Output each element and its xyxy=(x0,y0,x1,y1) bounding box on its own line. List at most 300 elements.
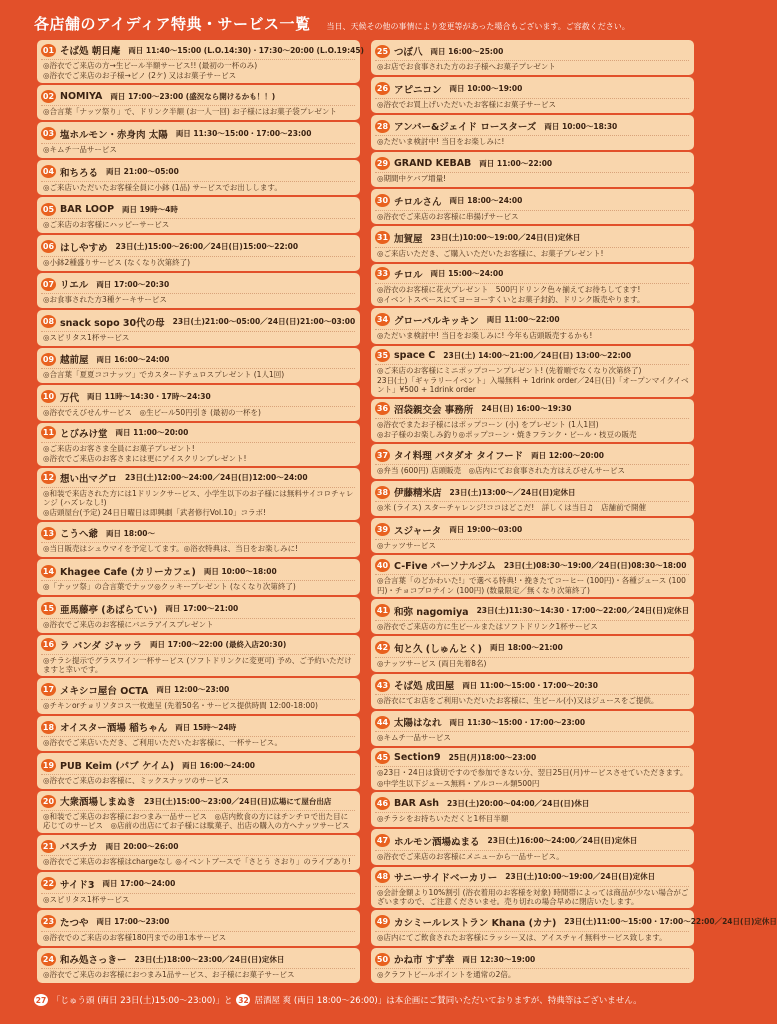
footer-text: 「じゅう頭 (両日 23日(土)15:00～23:00)」と xyxy=(52,996,233,1006)
shop-hours: 両日 19時～4時 xyxy=(122,204,178,214)
shop-service-text: ◎イベントスペースにてヨーヨーすくいとお菓子封釣、ドリンク販売やります。 xyxy=(377,295,645,305)
shop-hours: 両日 17:00～23:00 (盛況なら開けるかも！！) xyxy=(110,91,276,101)
shop-header xyxy=(375,523,689,537)
shop-hours: 両日 11:00～15:00・17:00～20:30 xyxy=(462,680,598,690)
shop-name: C-Five パーソナルジム xyxy=(394,561,496,573)
shop-service-text: ◎お店でお食事された方のお子様へお菓子プレゼント xyxy=(375,60,689,71)
shop-name: バスチカ xyxy=(60,842,98,854)
shop-service-text: ◎「ナッツ祭」の合言葉でナッツ◎クッキープレゼント (なくなり次第終了) xyxy=(41,580,355,591)
shop-name: Khagee Cafe (カリーカフェ) xyxy=(60,567,196,578)
shop-number-badge: 33 xyxy=(376,269,389,279)
shop-card xyxy=(37,348,360,384)
shop-hours: 両日 11:00～22:00 xyxy=(486,315,560,325)
shop-header xyxy=(375,313,689,327)
shop-hours: 23日(土)15:00～26:00／24日(日)15:00～22:00 xyxy=(115,242,299,252)
shop-number-badge: 25 xyxy=(376,46,389,56)
shop-service-text: ◎浴衣でご来店のお客様にバニラアイスプレゼント xyxy=(41,618,355,629)
shop-number-badge: 26 xyxy=(376,84,389,94)
shop-number-badge: 39 xyxy=(376,525,389,535)
shop-name: アピニコン xyxy=(394,84,442,96)
shop-hours: 23日(土)11:30～14:30・17:00～22:00／24日(日)定休日 xyxy=(476,606,690,616)
shop-header xyxy=(375,448,689,462)
shop-header xyxy=(375,349,689,362)
footer-note xyxy=(34,994,714,1006)
shop-header xyxy=(41,203,355,216)
shop-service-text: ◎浴衣でご来店のお子様→ビノ (2ケ) 又はお菓子サービス xyxy=(43,71,237,81)
shop-number-badge: 34 xyxy=(376,315,389,325)
shop-service-text: ◎浴衣のお客様に花火プレゼント 500円ドリンク色々揃えてお待ちしてます! xyxy=(375,283,689,294)
shop-service-text: ◎弁当 (600円) 店頭販売 ◎店内にてお食事された方はえびせんサービス xyxy=(375,464,689,475)
shop-header xyxy=(375,157,689,170)
shop-number-badge: 04 xyxy=(42,167,55,176)
shop-service-text: ◎会計金額より10%割引 (浴衣着用のお客様を対象) 時間帯によっては商品が少ない場合がございますので、ご注意くださいませ。売り切れの場合早めに閉店いたします。 xyxy=(377,887,689,906)
shop-name: スジャータ xyxy=(394,525,442,537)
shop-number-badge: 23 xyxy=(42,917,55,927)
shop-name: Section9 xyxy=(394,752,441,764)
shop-header xyxy=(41,638,355,652)
shop-card xyxy=(371,77,694,112)
shop-service-text: ◎浴衣でご来店のお客様にメニューから一品サービス。 xyxy=(375,850,689,861)
page-title: 各店舗のアイディア特典・サービス一覧 xyxy=(34,15,311,33)
shop-service-text: ◎お食事された方3種ケーキサービス xyxy=(41,293,355,304)
shop-service-text: ◎和装でご来店のお客様におつまみ一品サービス ◎店内飲食の方にはチンチロで出た目に応じてのサービス ◎店前の出店にてお子様には駄菓子、出店の購入の方へナッツサービス xyxy=(41,810,355,831)
shop-hours: 23日(土)08:30～19:00／24日(日)08:30～18:00 xyxy=(503,560,687,570)
shop-service-text: ◎チキンorチョリソタコス一枚進呈 (先着50名・サービス提供時間 12:00-18:00) xyxy=(41,699,355,710)
shop-card xyxy=(371,481,694,516)
shop-hours: 23日(土)15:00～23:00／24日(日)広場にて屋台出店 xyxy=(144,796,332,806)
shop-number-badge: 21 xyxy=(42,841,55,851)
shop-header xyxy=(375,44,689,58)
shop-name: カシミールレストラン Khana (カナ) xyxy=(394,917,557,929)
shop-number-badge: 01 xyxy=(42,45,55,55)
shop-service-text: ◎ただいま検討中! 当日をお楽しみに! 今年も店頭販売するかも! xyxy=(375,329,689,340)
shop-name: 太陽はなれ xyxy=(394,718,442,730)
shop-card xyxy=(371,444,694,479)
shop-card xyxy=(371,910,777,945)
shop-hours: 両日 12:00～23:00 xyxy=(156,685,230,695)
shop-service-text: ◎浴衣でご来店いただき、ご利用いただいたお客様に、一杯サービス。 xyxy=(41,736,355,747)
shop-hours: 25日(月)18:00～23:00 xyxy=(448,753,537,763)
shop-name: そば処 成田屋 xyxy=(394,681,455,693)
shop-number-badge: 38 xyxy=(376,487,389,497)
footer-text: 居酒屋 爽 (両日 18:00～26:00)」は本企画にご賛同いただいておりますが、特典等はございません。 xyxy=(254,996,642,1006)
shop-name: つぼ八 xyxy=(394,47,423,59)
shop-card xyxy=(371,346,694,397)
shop-number-badge: 36 xyxy=(376,404,389,414)
footer-shop-number: 27 xyxy=(35,995,47,1005)
shop-name: ホルモン酒場ぬまる xyxy=(394,836,480,848)
shop-hours: 両日 15時～24時 xyxy=(175,722,237,732)
shop-hours: 両日 17:00～23:00 xyxy=(96,917,170,927)
shop-name: 沼袋親交会 事務所 xyxy=(394,404,474,416)
shop-header xyxy=(375,402,689,416)
shop-number-badge: 43 xyxy=(376,680,389,690)
shop-name: 亜馬藤亭 (あばらてい) xyxy=(60,604,158,616)
shop-number-badge: 07 xyxy=(42,279,55,289)
shop-header xyxy=(41,426,355,440)
shop-number-badge: 29 xyxy=(376,158,389,168)
shop-card xyxy=(37,678,360,714)
shop-number-badge: 10 xyxy=(42,392,55,402)
shop-header xyxy=(41,758,355,772)
shop-service-text: ◎ご来店のお客様にハッピーサービス xyxy=(41,218,355,229)
shop-service-text: ◎浴衣でご来店の方に生ビールまたはソフトドリンク1杯サービス xyxy=(375,620,689,631)
shop-card xyxy=(371,711,694,746)
shop-service-text: ◎店頭屋台(予定) 24日日曜日は即興劇「武者修行Vol.10」コラボ! xyxy=(43,508,266,518)
shop-number-badge: 16 xyxy=(42,640,55,650)
shop-service-text: ◎キムチ一品サービス xyxy=(41,143,355,154)
shop-number-badge: 03 xyxy=(42,129,55,139)
shop-card xyxy=(37,385,360,421)
shop-name: オイスター酒場 稲ちゃん xyxy=(60,723,168,735)
shop-header xyxy=(375,604,689,618)
shop-name: 越前屋 xyxy=(60,355,89,367)
shop-service-text: ◎和装で来店された方には1ドリンクサービス、小学生以下のお子様には無料サイコロチャレンジ (ハズレなし!) xyxy=(43,488,354,508)
shop-number-badge: 44 xyxy=(376,717,389,727)
shop-card xyxy=(37,635,360,677)
shop-service-text: ◎合言葉「ナッツ祭り」で、ドリンク半額 (お一人一回) お子様にはお菓子袋プレゼント xyxy=(41,105,355,116)
shop-number-badge: 30 xyxy=(376,196,389,206)
shop-service-text: ◎チラシをお持ちいただくと1杯目半額 xyxy=(375,812,689,823)
shop-name: サイド3 xyxy=(60,879,95,891)
shop-hours: 両日 11:00～20:00 xyxy=(115,428,189,438)
shop-name: snack sopo 30代の母 xyxy=(60,317,165,329)
shop-header xyxy=(375,952,689,966)
shop-number-badge: 47 xyxy=(376,836,389,846)
shop-hours: 両日 17:00～20:30 xyxy=(96,279,170,289)
shop-service-text: ◎当日販売はシュウマイを予定してます。◎浴衣特典は、当日をお楽しみに! xyxy=(41,542,355,553)
shop-service-text: ◎ご来店のお客様にミニポップコーンプレゼント! (先着順でなくなり次第終了) xyxy=(375,364,689,375)
shop-number-badge: 45 xyxy=(376,753,389,763)
shop-number-badge: 13 xyxy=(42,528,55,538)
shop-card xyxy=(371,264,694,307)
shop-name: 加賀屋 xyxy=(394,233,423,245)
shop-service-text: ◎小鉢2種盛りサービス (なくなり次第終了) xyxy=(41,256,355,267)
shop-service-text: ◎クラフトビールポイントを通常の2倍。 xyxy=(375,968,689,979)
shop-service-text: ◎浴衣でまたお子様にはポップコーン (小) をプレゼント (1人1回) xyxy=(375,418,689,429)
shop-hours: 両日 10:00～18:30 xyxy=(544,121,618,131)
shop-header xyxy=(375,267,689,281)
shop-card xyxy=(37,522,360,558)
shop-header xyxy=(375,870,689,884)
shop-name: はしやすめ xyxy=(60,242,108,254)
shop-header xyxy=(41,952,355,966)
shop-name: チロル xyxy=(394,269,423,281)
shop-card xyxy=(371,748,694,790)
shop-number-badge: 06 xyxy=(42,242,55,252)
shop-hours: 両日 17:00～22:00 (最終入店20:30) xyxy=(150,640,287,650)
shop-header xyxy=(41,127,355,141)
shop-header xyxy=(41,277,355,291)
shop-card xyxy=(371,399,694,442)
shop-header xyxy=(375,678,689,692)
shop-number-badge: 15 xyxy=(42,604,55,614)
shop-name: チロルさん xyxy=(394,196,442,208)
shop-name: サニーサイドベーカリー xyxy=(394,872,498,884)
shop-hours: 両日 16:00～24:00 xyxy=(182,760,256,770)
shop-service-text: ◎スピリタス1杯サービス xyxy=(41,893,355,904)
shop-number-badge: 40 xyxy=(376,560,389,570)
shop-card xyxy=(37,872,360,908)
shop-card xyxy=(371,40,694,75)
shop-card xyxy=(371,518,694,553)
shop-number-badge: 20 xyxy=(42,796,55,806)
disclaimer-note: 当日、天候その他の事情により変更等があった場合もございます。ご容赦ください。 xyxy=(326,22,630,31)
header xyxy=(34,13,714,39)
shop-card xyxy=(37,122,360,158)
shop-number-badge: 46 xyxy=(376,799,389,809)
shop-name: 万代 xyxy=(60,392,80,404)
shop-card xyxy=(37,235,360,271)
shop-hours: 23日(土) 14:00～21:00／24日(日) 13:00～22:00 xyxy=(443,350,632,360)
shop-hours: 23日(土)21:00～05:00／24日(日)21:00～03:00 xyxy=(172,317,356,327)
shop-number-badge: 17 xyxy=(42,685,55,695)
shop-card xyxy=(37,835,360,871)
shop-hours: 両日 16:00～25:00 xyxy=(430,46,504,56)
shop-service-text: 23日(土)「ギャラリーイベント」入場無料 + 1drink order／24日(日)「オープンマイクイベント」¥500 + 1drink order xyxy=(377,376,689,395)
shop-hours: 両日 11時～14:30・17時～24:30 xyxy=(87,392,211,402)
shop-hours: 両日 18:00～24:00 xyxy=(449,196,523,206)
shop-number-badge: 49 xyxy=(376,917,389,927)
shop-card xyxy=(371,599,694,634)
shop-name: メキシコ屋台 OCTA xyxy=(60,685,149,697)
shop-header xyxy=(375,485,689,499)
shop-header xyxy=(375,915,777,929)
shop-number-badge: 02 xyxy=(42,91,55,101)
shop-service-text: ◎ナッツサービス xyxy=(375,539,689,550)
shop-name: GRAND KEBAB xyxy=(394,157,472,169)
shop-card xyxy=(371,636,694,671)
right-column xyxy=(371,40,777,983)
shop-name: とびみけ堂 xyxy=(60,428,108,440)
shop-hours: 両日 12:30～19:00 xyxy=(462,954,536,964)
shop-header xyxy=(41,683,355,697)
shop-hours: 23日(土)18:00～23:00／24日(日)定休日 xyxy=(134,954,285,964)
shop-card xyxy=(37,160,360,196)
shop-service-text: ◎ナッツサービス (両日先着8名) xyxy=(375,657,689,668)
shop-header xyxy=(375,119,689,133)
shop-hours: 23日(土)10:00～19:00／24日(日)定休日 xyxy=(505,872,656,882)
shop-card xyxy=(371,555,694,597)
shop-header xyxy=(375,751,689,764)
shop-hours: 両日 20:00～26:00 xyxy=(105,841,179,851)
shop-hours: 両日 21:00～05:00 xyxy=(106,167,179,176)
shop-number-badge: 08 xyxy=(42,317,55,327)
shop-card xyxy=(37,791,360,833)
shop-service-text: ◎お子様のお楽しみ釣り◎ポップコーン・焼きフランク・ビール・枝豆の販売 xyxy=(377,430,637,440)
shop-name: タイ料理 パタダオ タイフード xyxy=(394,451,524,463)
shop-number-badge: 09 xyxy=(42,354,55,364)
shop-header xyxy=(375,715,689,729)
shop-name: BAR Ash xyxy=(394,798,439,810)
shop-hours: 両日 18:00～ xyxy=(106,528,155,538)
shop-hours: 24日(日) 16:00～19:30 xyxy=(481,404,572,414)
shop-card xyxy=(37,753,360,789)
shop-card xyxy=(371,189,694,224)
shop-service-text: ◎浴衣でご来店のお客様はchargeなし ◎イベントブースで「さとう さおり」のライブあり! xyxy=(41,855,355,866)
shop-number-badge: 24 xyxy=(42,954,55,964)
shop-hours: 両日 11:40～15:00 (L.O.14:30)・17:30～20:00 (L.O.19:45) xyxy=(128,45,364,55)
shop-name: 旬と久 (しゅんとく) xyxy=(394,643,482,655)
shop-header xyxy=(41,720,355,734)
left-column xyxy=(37,40,364,983)
shop-number-badge: 35 xyxy=(376,350,389,360)
shop-number-badge: 48 xyxy=(376,872,389,882)
shop-card xyxy=(37,559,360,595)
shop-hours: 両日 11:00～22:00 xyxy=(479,158,553,168)
shop-card xyxy=(371,948,694,983)
shop-hours: 23日(土)13:00～／24日(日)定休日 xyxy=(449,487,576,497)
shop-number-badge: 19 xyxy=(42,760,55,770)
shop-hours: 両日 19:00～03:00 xyxy=(449,525,523,535)
shop-card xyxy=(37,197,360,233)
shop-service-text: ◎店内にてご飲食されたお客様にラッシー又は、アイスチャイ無料サービス致します。 xyxy=(375,931,689,942)
shop-name: 伊藤精米店 xyxy=(394,488,442,500)
shop-service-text: ◎ご来店いただいたお客様全員に小鉢 (1品) サービスでお出しします。 xyxy=(41,181,355,192)
shop-card xyxy=(371,792,694,827)
shop-card xyxy=(37,910,360,946)
shop-card xyxy=(371,152,694,187)
shop-header xyxy=(375,797,689,810)
shop-service-text: ◎期間中ケバブ増量! xyxy=(375,172,689,183)
shop-number-badge: 22 xyxy=(42,879,55,889)
shop-card xyxy=(37,423,360,466)
shop-card xyxy=(371,226,694,261)
shop-hours: 両日 18:00～21:00 xyxy=(490,643,563,653)
shop-header xyxy=(41,471,355,485)
shop-card xyxy=(37,716,360,752)
shop-hours: 23日(土)10:00～19:00／24日(日)定休日 xyxy=(430,233,581,243)
shop-hours: 23日(土)20:00～04:00／24日(日)休日 xyxy=(447,799,590,809)
shop-header xyxy=(41,315,355,329)
shop-hours: 両日 10:00～18:00 xyxy=(203,566,277,576)
shop-service-text: ◎ご来店いただき、ご購入いただいたお客様に、お菓子プレゼント! xyxy=(375,247,689,258)
shop-name: 大衆酒場しまぬき xyxy=(60,797,137,809)
shop-name: リエル xyxy=(60,280,89,292)
shop-name: そば処 朝日庵 xyxy=(60,46,121,57)
shop-header xyxy=(41,352,355,366)
shop-name: こうへ爺 xyxy=(60,529,99,541)
shop-hours: 両日 10:00～19:00 xyxy=(449,84,523,94)
shop-card xyxy=(37,85,360,121)
shop-header xyxy=(41,877,355,891)
shop-card xyxy=(371,308,694,343)
shop-name: PUB Keim (パブ ケイム) xyxy=(60,761,175,773)
shop-header xyxy=(41,839,355,853)
shop-header xyxy=(41,165,355,179)
shop-service-text: ◎ご来店のお客さま全員にお菓子プレゼント! xyxy=(41,442,355,453)
shop-service-text: ◎合言葉「夏夏ココナッツ」でカスタードチュロスプレゼント (1人1回) xyxy=(41,368,355,379)
shop-service-text: ◎浴衣でのご来店のお客様180円までの串1本サービス xyxy=(41,931,355,942)
shop-name: BAR LOOP xyxy=(60,203,115,215)
shop-number-badge: 18 xyxy=(42,722,55,732)
shop-service-text: ◎中学生以下ジュース無料・アルコール類500円 xyxy=(377,778,540,788)
shop-name: 和み処さっきー xyxy=(60,955,127,967)
shop-header xyxy=(375,194,689,208)
shop-header xyxy=(41,43,364,57)
shop-number-badge: 12 xyxy=(42,473,55,483)
shop-service-text: ◎チラシ提示でグラスワイン一杯サービス (ソフトドリンクに変更可) 予め、ご予約いただけますと幸いです。 xyxy=(41,654,355,675)
shop-card xyxy=(371,829,694,864)
shop-name: かね市 すず幸 xyxy=(394,955,455,967)
shop-service-text: ◎キムチ一品サービス xyxy=(375,731,689,742)
shop-card xyxy=(37,468,360,520)
shop-number-badge: 11 xyxy=(42,428,55,438)
shop-header xyxy=(41,390,355,404)
shop-hours: 23日(土)12:00～24:00／24日(日)12:00～24:00 xyxy=(125,473,308,483)
shop-number-badge: 14 xyxy=(42,566,55,576)
shop-header xyxy=(41,90,355,103)
shop-name: space C xyxy=(394,349,436,361)
shop-number-badge: 28 xyxy=(376,121,389,131)
shop-header xyxy=(41,915,355,929)
shop-header xyxy=(41,602,355,616)
shop-card xyxy=(37,597,360,633)
shop-name: 和ちろる xyxy=(60,167,99,179)
shop-name: たつや xyxy=(60,917,89,929)
shop-header xyxy=(375,558,689,572)
shop-service-text: ◎浴衣でお買上げいただいたお客様にお菓子サービス xyxy=(375,98,689,109)
shop-header xyxy=(375,834,689,848)
shop-hours: 両日 17:00～21:00 xyxy=(165,604,239,614)
shop-card xyxy=(37,273,360,309)
shop-header xyxy=(41,564,355,578)
shop-name: 想い出マグロ xyxy=(60,473,118,485)
shop-service-text: ◎浴衣でご来店の方→生ビール半額サービス!! (最初の一杯のみ) xyxy=(41,59,355,70)
shop-header xyxy=(375,231,689,245)
shop-hours: 両日 12:00～20:00 xyxy=(531,450,605,460)
shop-service-text: ◎ただいま検討中! 当日をお楽しみに! xyxy=(375,135,689,146)
shop-service-text: ◎スピリタス1杯サービス xyxy=(41,331,355,342)
shop-number-badge: 37 xyxy=(376,450,389,460)
shop-number-badge: 41 xyxy=(376,606,389,616)
shop-name: グローバルキッキン xyxy=(394,315,479,327)
shop-card xyxy=(37,310,360,346)
shop-hours: 両日 17:00～24:00 xyxy=(102,879,176,889)
shop-hours: 両日 11:30～15:00・17:00～23:00 xyxy=(449,717,586,727)
shop-number-badge: 31 xyxy=(376,233,389,243)
shop-hours: 両日 15:00～24:00 xyxy=(430,269,504,279)
shop-header xyxy=(41,240,355,254)
shop-hours: 両日 11:30～15:00・17:00～23:00 xyxy=(175,129,312,139)
shop-header xyxy=(375,82,689,96)
shop-service-text: ◎浴衣にてお店をご利用いただいたお客様に、生ビール(小)又はジュースをご提供。 xyxy=(375,694,689,705)
shop-number-badge: 42 xyxy=(376,643,389,653)
shop-name: 和弥 nagomiya xyxy=(394,606,469,618)
shop-service-text: ◎23日・24日は貸切ですので参加できない分、翌日25日(月)サービスさせていただきます。 xyxy=(377,768,688,778)
shop-number-badge: 05 xyxy=(42,204,55,214)
shop-hours: 23日(土)16:00～24:00／24日(日)定休日 xyxy=(487,836,638,846)
shop-name: アンバー&ジェイド ロースターズ xyxy=(394,122,537,134)
shop-hours: 両日 16:00～24:00 xyxy=(96,354,170,364)
shop-card xyxy=(371,674,694,709)
shop-header xyxy=(41,526,355,540)
shop-number-badge: 50 xyxy=(376,954,389,964)
shop-header xyxy=(375,641,689,655)
shop-name: NOMIYA xyxy=(60,90,103,102)
footer-shop-number: 32 xyxy=(238,995,249,1005)
shop-card xyxy=(371,115,694,150)
shop-service-text: ◎浴衣でご来店のお客様に串揚げサービス xyxy=(375,210,689,221)
shop-service-text: ◎浴衣でご来店のお客さまには更にアイスクリンプレゼント! xyxy=(43,454,247,464)
shop-hours: 23日(土)11:00～15:00・17:00～22:00／24日(日)定休日 xyxy=(564,917,777,927)
shop-service-text: ◎浴衣でご来店のお客様におつまみ1品サービス、お子様にお菓子サービス xyxy=(41,968,355,979)
shop-service-text: ◎浴衣でえびせんサービス ◎生ビール50円引き (最初の一杯を) xyxy=(41,406,355,417)
shop-card xyxy=(37,40,364,83)
shop-name: ラ バンダ ジャッラ xyxy=(60,640,143,652)
shop-card xyxy=(37,948,360,984)
shop-name: 塩ホルモン・赤身肉 太陽 xyxy=(60,129,168,141)
